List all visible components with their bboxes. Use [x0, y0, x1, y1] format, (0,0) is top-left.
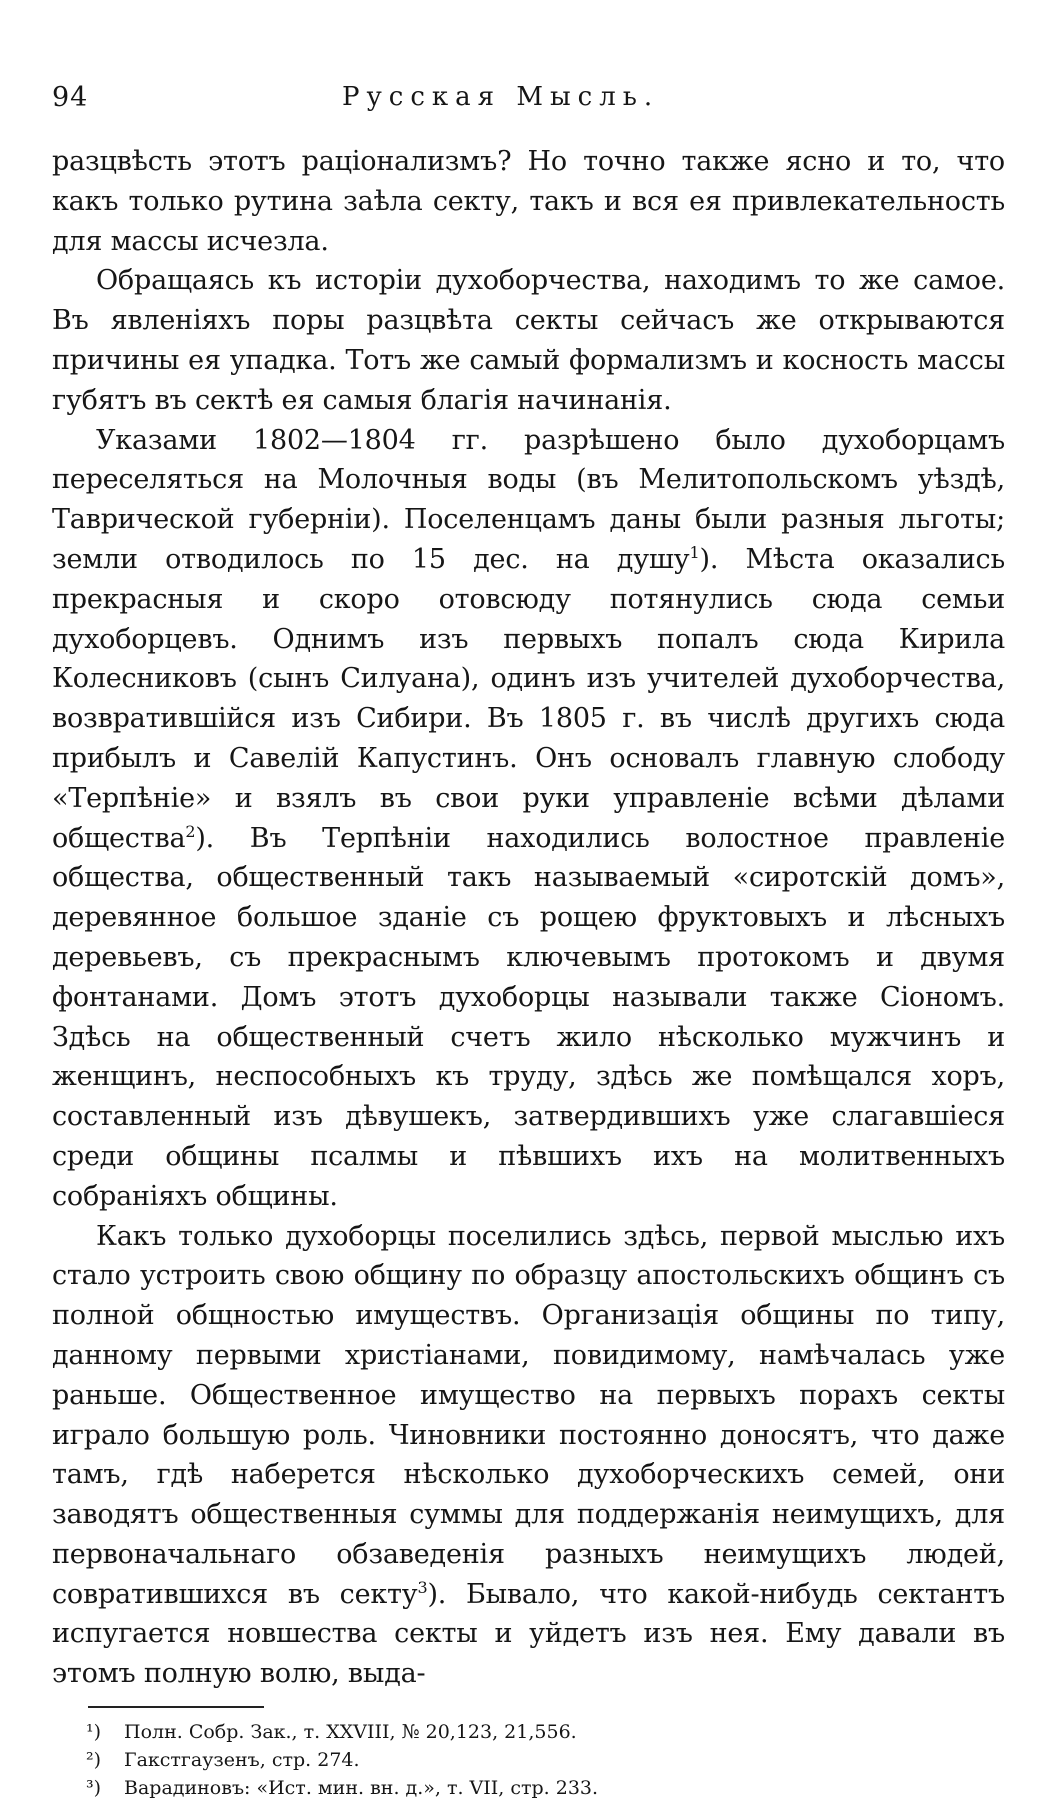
footnote-2: [86, 1746, 1005, 1774]
paragraph-4: [52, 1217, 1005, 1695]
paragraph-2-text: Обращаясь къ исторіи духоборчества, находимъ то же самое. Въ явленіяхъ поры разцвѣта секты сейчасъ же открываются причины ея упадка. Тотъ же самый формализмъ и косность массы губятъ въ сектѣ ея самыя благія начинанія.: [52, 265, 1005, 416]
body-text: [52, 142, 1005, 1694]
running-head: Русская Мысль.: [342, 82, 660, 112]
paragraph-3-text-part-2: ). Мѣста оказались прекрасныя и скоро отовсюду потянулись сюда семьи духоборцевъ. Однимъ изъ первыхъ попалъ сюда Кирила Колесниковъ (сынъ Силуана), одинъ изъ учителей духоборчества, возвратившійся изъ Сибири. Въ 1805 г. въ числѣ другихъ сюда прибылъ и Савелій Капустинъ. Онъ основалъ главную слободу «Терпѣніе» и взялъ въ свои руки управленіе всѣми дѣлами общества: [52, 543, 1005, 854]
paragraph-4-text-part-1: Какъ только духоборцы поселились здѣсь, первой мыслью ихъ стало устроить свою общину по образцу апостольскихъ общинъ съ полной общностью имуществъ. Организація общины по типу, данному первыми христіанами, повидимому, намѣчалась уже раньше. Общественное имущество на первыхъ порахъ секты играло большую роль. Чиновники постоянно доносятъ, что даже тамъ, гдѣ наберется нѣсколько духоборческихъ семей, они заводятъ общественныя суммы для поддержанія неимущихъ, для первоначальнаго обзаведенія разныхъ неимущихъ людей, совратившихся въ секту: [52, 1220, 1005, 1610]
paragraph-3-text-part-1: Указами 1802—1804 гг. разрѣшено было духоборцамъ переселяться на Молочныя воды (въ Мелитопольскомъ уѣздѣ, Таврической губерніи). Поселенцамъ даны были разныя льготы; земли отводилось по 15 дес. на душу: [52, 424, 1005, 575]
footnotes: [86, 1718, 1005, 1802]
footnote-3-mark: ³): [86, 1777, 102, 1800]
paragraph-2: [52, 261, 1005, 420]
footnote-1-mark: ¹): [86, 1721, 102, 1744]
page-header: [52, 70, 1005, 114]
footnote-ref-2: 2: [185, 821, 196, 841]
footnote-ref-3: 3: [417, 1577, 428, 1597]
footnote-1: [86, 1718, 1005, 1746]
paragraph-3: [52, 421, 1005, 1217]
page-number: 94: [52, 82, 89, 113]
paragraph-3-text-part-3: ). Въ Терпѣніи находились волостное правленіе общества, общественный такъ называемый «сиротскій домъ», деревянное большое зданіе съ рощею фруктовыхъ и лѣсныхъ деревьевъ, съ прекраснымъ ключевымъ протокомъ и двумя фонтанами. Домъ этотъ духоборцы называли также Сіономъ. Здѣсь на общественный счетъ жило нѣсколько мужчинъ и женщинъ, неспособныхъ къ труду, здѣсь же помѣщался хоръ, составленный изъ дѣвушекъ, затвердившихъ уже слагавшіеся среди общины псалмы и пѣвшихъ ихъ на молитвенныхъ собраніяхъ общины.: [52, 822, 1005, 1212]
paragraph-1-text: разцвѣсть этотъ раціонализмъ? Но точно также ясно и то, что какъ только рутина заѣла секту, такъ и вся ея привлекательность для массы исчезла.: [52, 146, 1005, 257]
footnote-3-text: Варадиновъ: «Ист. мин. вн. д.», т. VII, стр. 233.: [124, 1777, 599, 1800]
paragraph-4-text-part-2: ). Бывало, что какой-нибудь сектантъ испугается новшества секты и уйдетъ изъ нея. Ему давали въ этомъ полную волю, выда-: [52, 1578, 1005, 1690]
footnote-divider: [88, 1706, 264, 1708]
footnote-2-mark: ²): [86, 1749, 102, 1772]
footnote-3: [86, 1774, 1005, 1802]
footnote-1-text: Полн. Собр. Зак., т. XXVIII, № 20,123, 21,556.: [124, 1721, 577, 1744]
paragraph-1: [52, 142, 1005, 261]
footnote-2-text: Гакстгаузенъ, стр. 274.: [124, 1749, 360, 1772]
footnote-ref-1: 1: [689, 542, 700, 562]
